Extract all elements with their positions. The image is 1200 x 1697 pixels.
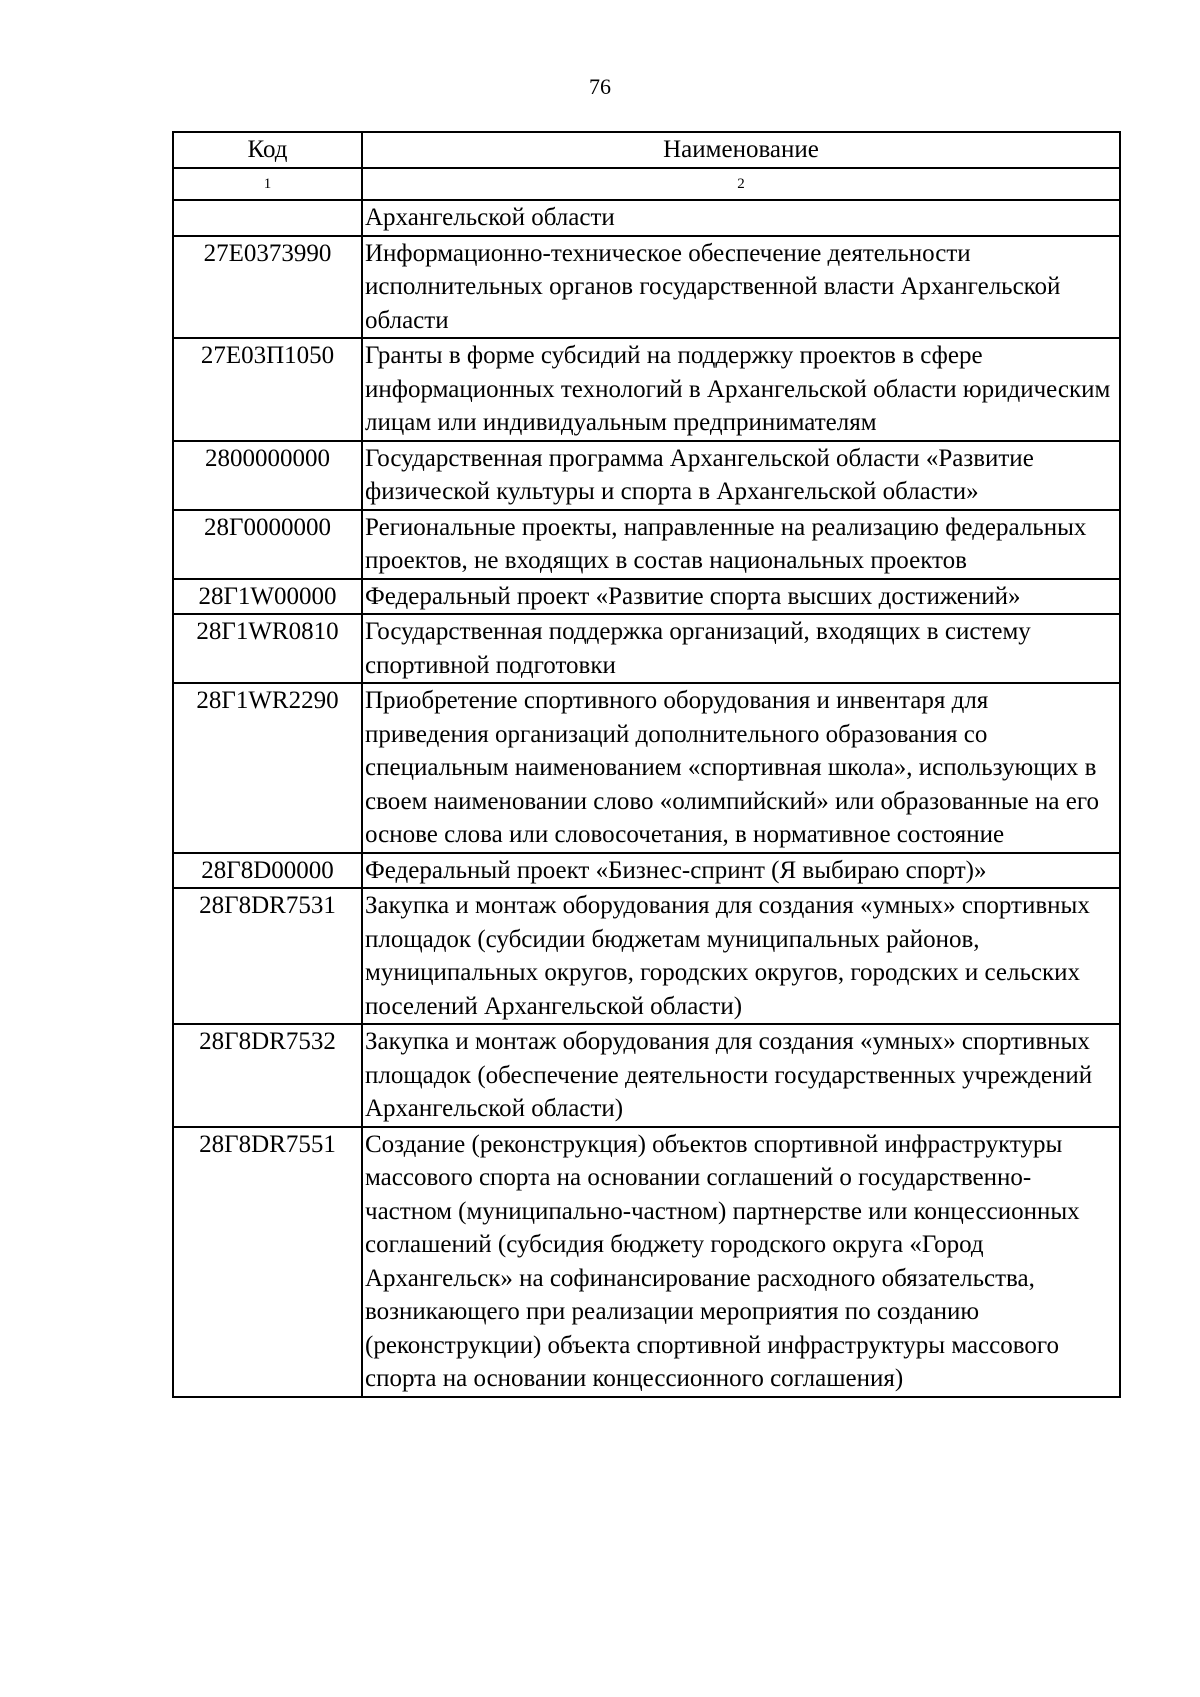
table-row <box>173 1127 1120 1397</box>
row-name: Государственная поддержка организаций, входящих в систему спортивной подготовки <box>362 614 1120 683</box>
row-name: Федеральный проект «Бизнес-спринт (Я выбираю спорт)» <box>362 853 1120 889</box>
row-name: Закупка и монтаж оборудования для создания «умных» спортивных площадок (субсидии бюджетам муниципальных районов, муниципальных округов, городских округов, городских и сельских поселений Архангельской области) <box>362 888 1120 1024</box>
table-row <box>173 200 1120 236</box>
row-code: 28Г1WR2290 <box>173 683 362 853</box>
table-row <box>173 441 1120 510</box>
row-code: 28Г8DR7551 <box>173 1127 362 1397</box>
row-code: 28Г0000000 <box>173 510 362 579</box>
row-code <box>173 200 362 236</box>
row-name: Гранты в форме субсидий на поддержку проектов в сфере информационных технологий в Архангельской области юридическим лицам или индивидуальным предпринимателям <box>362 338 1120 441</box>
row-name: Государственная программа Архангельской области «Развитие физической культуры и спорта в Архангельской области» <box>362 441 1120 510</box>
budget-code-table <box>172 131 1121 1398</box>
header-name: Наименование <box>362 132 1120 168</box>
table-row <box>173 510 1120 579</box>
row-name: Региональные проекты, направленные на реализацию федеральных проектов, не входящих в состав национальных проектов <box>362 510 1120 579</box>
column-number-1: 1 <box>173 168 362 200</box>
header-code: Код <box>173 132 362 168</box>
row-code: 27Е03П1050 <box>173 338 362 441</box>
table-body <box>173 200 1120 1397</box>
page-number: 76 <box>589 74 611 99</box>
row-code: 27Е0373990 <box>173 236 362 339</box>
table-row <box>173 236 1120 339</box>
row-name: Закупка и монтаж оборудования для создания «умных» спортивных площадок (обеспечение деятельности государственных учреждений Архангельской области) <box>362 1024 1120 1127</box>
table-row <box>173 888 1120 1024</box>
table-row <box>173 614 1120 683</box>
column-number-2: 2 <box>362 168 1120 200</box>
row-name: Федеральный проект «Развитие спорта высших достижений» <box>362 579 1120 615</box>
row-code: 28Г8D00000 <box>173 853 362 889</box>
row-name: Архангельской области <box>362 200 1120 236</box>
row-code: 28Г8DR7531 <box>173 888 362 1024</box>
row-code: 28Г8DR7532 <box>173 1024 362 1127</box>
row-name: Создание (реконструкция) объектов спортивной инфраструктуры массового спорта на основании соглашений о государственно-частном (муниципально-частном) партнерстве или концессионных соглашений (субсидия бюджету городского округа «Город Архангельск» на софинансирование расходного обязательства, возникающего при реализации мероприятия по созданию (реконструкции) объекта спортивной инфраструктуры массового спорта на основании концессионного соглашения) <box>362 1127 1120 1397</box>
table-row <box>173 338 1120 441</box>
row-name: Информационно-техническое обеспечение деятельности исполнительных органов государственной власти Архангельской области <box>362 236 1120 339</box>
row-name: Приобретение спортивного оборудования и инвентаря для приведения организаций дополнительного образования со специальным наименованием «спортивная школа», использующих в своем наименовании слово «олимпийский» или образованные на его основе слова или словосочетания, в нормативное состояние <box>362 683 1120 853</box>
table-header-row <box>173 132 1120 168</box>
table-row <box>173 683 1120 853</box>
row-code: 2800000000 <box>173 441 362 510</box>
row-code: 28Г1W00000 <box>173 579 362 615</box>
table-row <box>173 579 1120 615</box>
column-number-row <box>173 168 1120 200</box>
row-code: 28Г1WR0810 <box>173 614 362 683</box>
table-row <box>173 853 1120 889</box>
table-row <box>173 1024 1120 1127</box>
